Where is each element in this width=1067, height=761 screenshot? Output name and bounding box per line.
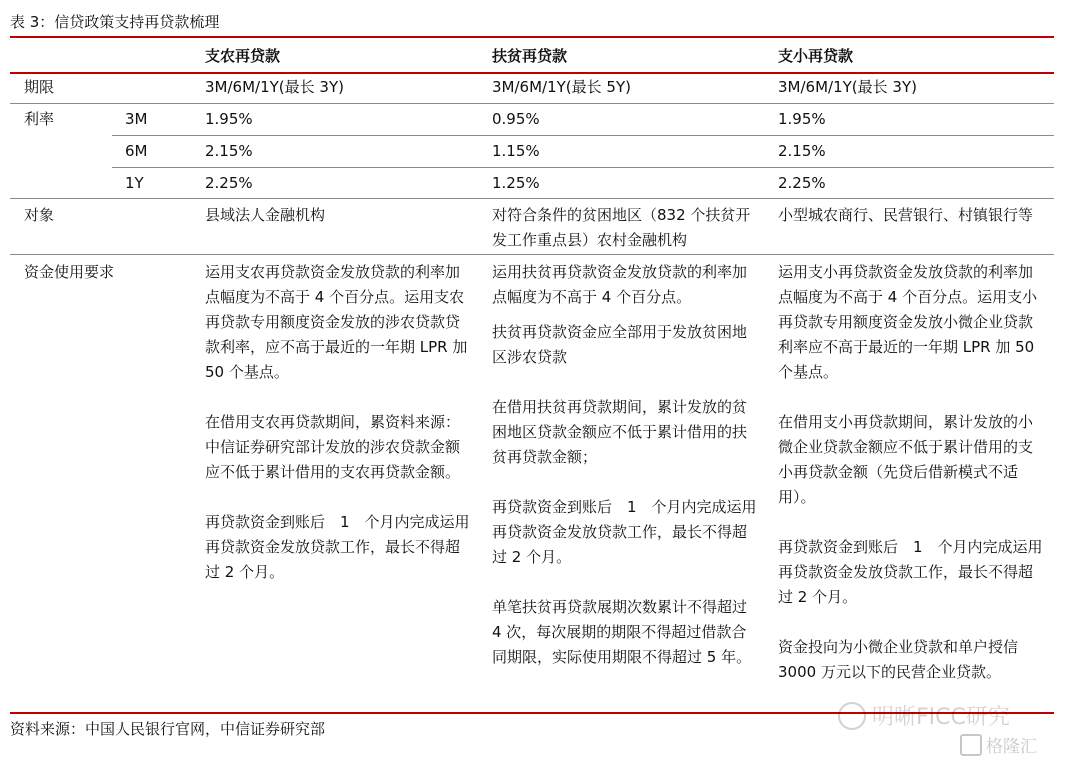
usage-paragraph: 再贷款资金到账后 1 个月内完成运用再贷款资金发放贷款工作，最长不得超过 2 个月。 — [492, 498, 757, 566]
watermark — [838, 700, 1010, 731]
rate-value: 1.25% — [492, 174, 540, 192]
row-divider — [10, 103, 1054, 104]
watermark-text: 格隆汇 — [986, 737, 1037, 757]
header-fupin: 扶贫再贷款 — [492, 47, 568, 65]
watermark-secondary — [960, 732, 1037, 757]
target-value: 对符合条件的贫困地区（832 个扶贫开发工作重点县）农村金融机构 — [492, 206, 751, 249]
rate-tenor: 6M — [125, 142, 148, 160]
usage-paragraph: 再贷款资金到账后 1 个月内完成运用再贷款资金发放贷款工作，最长不得超过 2 个月。 — [205, 513, 470, 581]
rate-tenor: 3M — [125, 110, 148, 128]
wechat-icon — [838, 702, 866, 730]
usage-col-zhinong — [205, 260, 471, 585]
brand-icon — [960, 734, 982, 756]
row-divider — [10, 254, 1054, 255]
target-value: 小型城农商行、民营银行、村镇银行等 — [778, 206, 1034, 224]
usage-paragraph: 在借用支小再贷款期间，累计发放的小微企业贷款金额应不低于累计借用的支小再贷款金额（先贷后借新模式不适用）。 — [778, 413, 1034, 506]
usage-paragraph: 再贷款资金到账后 1 个月内完成运用再贷款资金发放贷款工作，最长不得超过 2 个月。 — [778, 538, 1043, 606]
usage-paragraph: 运用支小再贷款资金发放贷款的利率加点幅度为不高于 4 个百分点。运用支小再贷款专用额度资金发放小微企业贷款利率应不高于最近的一年期 LPR 加 50 个基点。 — [778, 263, 1038, 381]
header-zhixiao: 支小再贷款 — [778, 47, 854, 65]
row-divider — [112, 135, 1054, 136]
source-note: 资料来源：中国人民银行官网，中信证券研究部 — [10, 720, 326, 738]
rate-label: 利率 — [24, 110, 55, 128]
rate-value: 0.95% — [492, 110, 540, 128]
row-divider — [10, 198, 1054, 199]
term-value: 3M/6M/1Y(最长 3Y) — [778, 78, 917, 96]
usage-paragraph: 单笔扶贫再贷款展期次数累计不得超过 4 次，每次展期的期限不得超过借款合同期限，实际使用期限不得超过 5 年。 — [492, 598, 752, 666]
rate-value: 2.25% — [205, 174, 253, 192]
rate-value: 1.95% — [778, 110, 826, 128]
usage-label: 资金使用要求 — [24, 263, 115, 281]
target-value: 县域法人金融机构 — [205, 206, 326, 224]
term-label: 期限 — [24, 78, 55, 96]
usage-paragraph: 扶贫再贷款资金应全部用于发放贫困地区涉农贷款 — [492, 323, 748, 366]
top-rule — [10, 36, 1054, 38]
usage-paragraph: 在借用支农再贷款期间，累资料来源：中信证券研究部计发放的涉农贷款金额应不低于累计借用的支农再贷款金额。 — [205, 413, 461, 481]
rate-value: 1.15% — [492, 142, 540, 160]
rate-tenor: 1Y — [125, 174, 144, 192]
rate-value: 1.95% — [205, 110, 253, 128]
watermark-text: 明晰FICC研究 — [872, 705, 1010, 730]
term-value: 3M/6M/1Y(最长 3Y) — [205, 78, 344, 96]
rate-value: 2.15% — [205, 142, 253, 160]
usage-paragraph: 资金投向为小微企业贷款和单户授信 3000 万元以下的民营企业贷款。 — [778, 638, 1019, 681]
usage-paragraph: 运用支农再贷款资金发放贷款的利率加点幅度为不高于 4 个百分点。运用支农再贷款专用额度资金发放的涉农贷款贷款利率，应不高于最近的一年期 LPR 加 50 个基点。 — [205, 263, 468, 381]
term-value: 3M/6M/1Y(最长 5Y) — [492, 78, 631, 96]
usage-paragraph: 在借用扶贫再贷款期间，累计发放的贫困地区贷款金额应不低于累计借用的扶贫再贷款金额； — [492, 398, 748, 466]
header-zhinong: 支农再贷款 — [205, 47, 281, 65]
usage-paragraph: 运用扶贫再贷款资金发放贷款的利率加点幅度为不高于 4 个百分点。 — [492, 263, 748, 306]
usage-col-fupin — [492, 260, 758, 670]
target-label: 对象 — [24, 206, 55, 224]
row-divider — [112, 167, 1054, 168]
rate-value: 2.25% — [778, 174, 826, 192]
header-rule — [10, 72, 1054, 74]
table-caption: 表 3：信贷政策支持再贷款梳理 — [10, 13, 220, 31]
rate-value: 2.15% — [778, 142, 826, 160]
usage-col-zhixiao — [778, 260, 1044, 685]
